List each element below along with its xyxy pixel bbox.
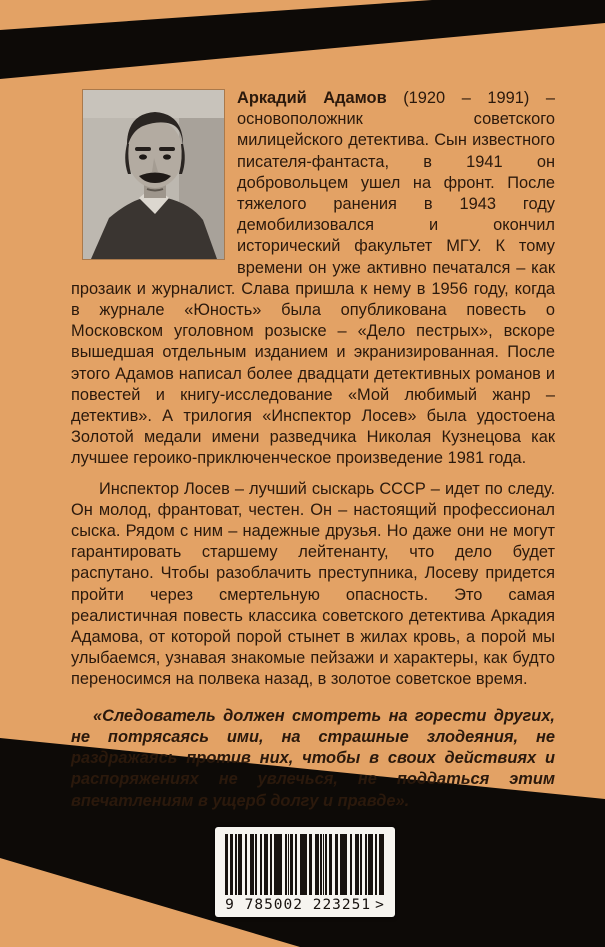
- barcode-bars: [225, 834, 385, 895]
- synopsis-paragraph: Инспектор Лосев – лучший сыскарь СССР – идет по следу. Он молод, франтоват, честен. Он – настоящий профессионал сыска. Рядом с ним – надежные друзья. Но даже они не могут гарантировать старшему лейтенанту, что дело будет распутано. Чтобы разоблачить преступника, Лосеву придется пройти через смертельную опасность. Это самая реалистичная повесть классика советского детектива Аркадия Адамова, от которой порой стынет в жилах кровь, а порой мы улыбаемся, узнавая знакомые пейзажи и характеры, как будто переносимся на полвека назад, в золотое советское время.: [71, 479, 555, 689]
- barcode-number-row: [225, 897, 385, 913]
- barcode-digits: 9 785002 223251: [225, 897, 372, 913]
- author-name: Аркадий Адамов: [237, 89, 387, 107]
- author-bio-paragraph: [71, 88, 555, 470]
- barcode-terminator: >: [375, 897, 385, 913]
- author-photo: [83, 90, 224, 259]
- author-portrait-illustration: [83, 90, 224, 259]
- quote-paragraph: «Следователь должен смотреть на горести других, не потрясаясь ими, на страшные злодеяния, не раздражаясь против них, чтобы в своих действиях и распоряжениях не увлечься, не поддаться этим впечатлениям в ущерб долгу и правде».: [71, 706, 555, 810]
- barcode: [215, 827, 395, 917]
- author-bio-text: (1920 – 1991) – основоположник советского милицейского детектива. Сын известного писателя-фантаста, в 1941 он добровольцем ушел на фронт. После тяжелого ранения в 1943 году демобилизовался и окончил исторический факультет МГУ. К тому времени он уже активно печатался – как прозаик и журналист. Слава пришла к нему в 1956 году, когда в журнале «Юность» была опубликована повесть о Московском уголовном розыске – «Дело пестрых», вскоре вышедшая отдельным изданием и экранизированная. После этого Адамов написал более двадцати детективных романов и повестей и книгу-исследование «Мой любимый жанр – детектив». А трилогия «Инспектор Лосев» была удостоена Золотой медали имени разведчика Николая Кузнецова как лучшее героико-приключенческое произведение 1981 года.: [71, 89, 555, 468]
- cover-text-block: [71, 88, 555, 812]
